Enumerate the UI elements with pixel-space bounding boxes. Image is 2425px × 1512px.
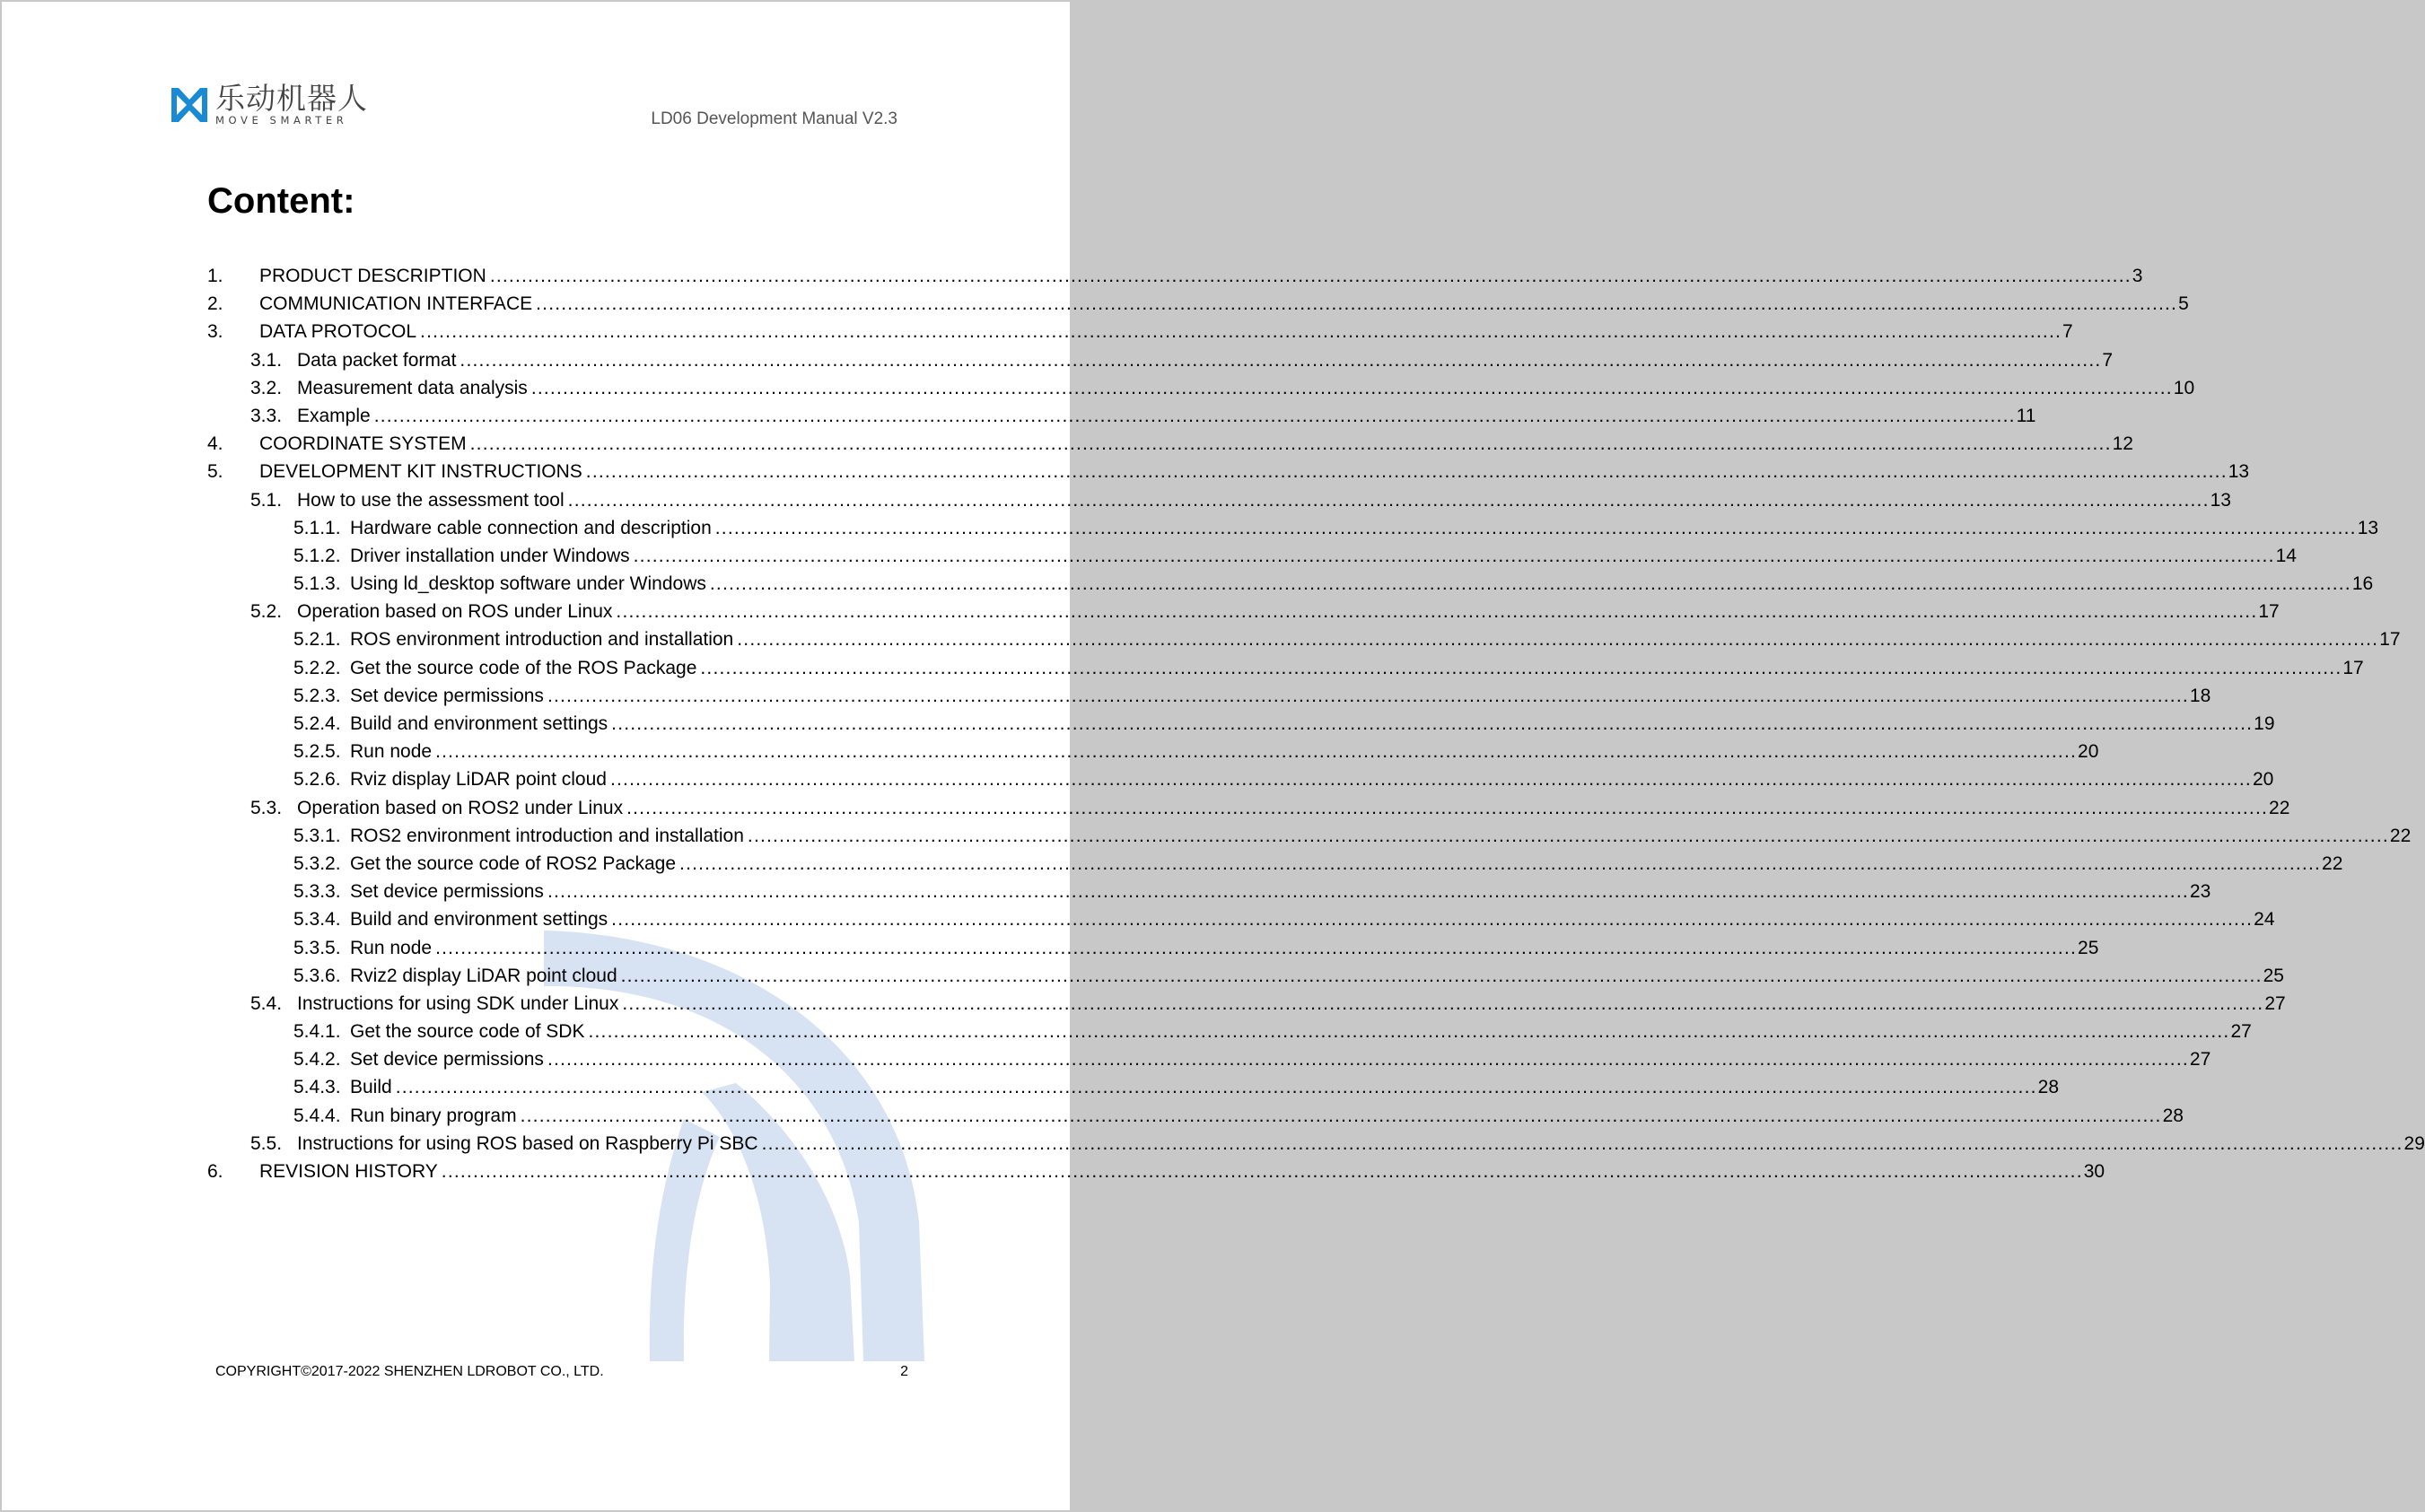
toc-entry[interactable]	[207, 1045, 2211, 1073]
toc-entry[interactable]	[207, 625, 2401, 653]
toc-entry-page: 17	[2379, 629, 2401, 651]
toc-entry[interactable]	[207, 542, 2297, 570]
toc-entry-number: 5.4.	[250, 992, 283, 1014]
toc-dot-leader: ....................................................................................................................................................................................................................................................................	[530, 377, 2173, 398]
toc-entry-page: 13	[2210, 489, 2231, 511]
toc-entry[interactable]	[207, 374, 2195, 402]
toc-entry-title: Run binary program	[350, 1105, 517, 1126]
toc-entry-title: ROS environment introduction and installation	[350, 629, 734, 651]
toc-entry-title: Hardware cable connection and description	[350, 517, 712, 538]
toc-entry-title: DEVELOPMENT KIT INSTRUCTIONS	[259, 461, 582, 483]
toc-entry-page: 25	[2263, 965, 2284, 986]
toc-entry-page: 22	[2269, 797, 2290, 818]
toc-entry-number: 3.	[207, 321, 223, 343]
toc-dot-leader: ....................................................................................................................................................................................................................................................................	[469, 433, 2112, 455]
toc-entry-page: 22	[2389, 825, 2412, 846]
toc-entry-title: Build and environment settings	[350, 909, 608, 931]
toc-entry-title: Run node	[350, 741, 433, 763]
toc-entry-number: 5.3.5.	[293, 937, 341, 958]
toc-entry-page: 28	[2162, 1105, 2184, 1126]
toc-entry-title: COORDINATE SYSTEM	[259, 433, 467, 455]
toc-entry-page: 3	[2132, 266, 2143, 286]
toc-entry[interactable]	[207, 514, 2379, 542]
toc-entry[interactable]	[207, 990, 2286, 1018]
toc-entry[interactable]	[207, 794, 2290, 822]
toc-entry-number: 5.4.2.	[293, 1049, 341, 1071]
contents-heading: Content:	[207, 181, 355, 221]
toc-entry-page: 27	[2230, 1021, 2252, 1043]
toc-entry-title: COMMUNICATION INTERFACE	[259, 293, 533, 315]
toc-entry-page: 18	[2189, 685, 2211, 706]
toc-entry-number: 2.	[207, 293, 223, 315]
company-logo	[169, 83, 368, 126]
toc-entry-page: 16	[2351, 573, 2374, 595]
toc-entry-title: Set device permissions	[350, 881, 544, 903]
toc-entry-number: 5.3.6.	[293, 965, 341, 986]
toc-entry-number: 5.2.2.	[293, 657, 341, 678]
toc-entry-title: Using ld_desktop software under Windows	[350, 573, 706, 595]
toc-entry-title: REVISION HISTORY	[259, 1161, 438, 1182]
toc-entry-number: 5.2.	[250, 601, 283, 623]
toc-entry-title: How to use the assessment tool	[297, 489, 565, 511]
toc-dot-leader: ....................................................................................................................................................................................................................................................................	[547, 1049, 2189, 1071]
toc-entry-page: 13	[2357, 517, 2379, 538]
toc-dot-leader: ....................................................................................................................................................................................................................................................................	[737, 629, 2379, 651]
toc-entry[interactable]	[207, 850, 2343, 878]
toc-entry-page: 17	[2342, 657, 2364, 678]
toc-dot-leader: ....................................................................................................................................................................................................................................................................	[622, 992, 2264, 1014]
toc-entry-title: Instructions for using SDK under Linux	[297, 992, 619, 1014]
toc-entry-page: 25	[2078, 937, 2099, 958]
toc-dot-leader: ....................................................................................................................................................................................................................................................................	[679, 852, 2322, 874]
toc-dot-leader: ....................................................................................................................................................................................................................................................................	[373, 405, 2016, 426]
toc-dot-leader: ....................................................................................................................................................................................................................................................................	[700, 657, 2342, 678]
toc-entry-number: 5.2.1.	[293, 629, 341, 651]
toc-entry-page: 20	[2252, 769, 2274, 791]
toc-entry-page: 14	[2275, 545, 2297, 566]
toc-dot-leader: ....................................................................................................................................................................................................................................................................	[626, 797, 2269, 818]
footer-page-number: 2	[900, 1364, 908, 1379]
toc-dot-leader: ....................................................................................................................................................................................................................................................................	[520, 1105, 2162, 1126]
toc-entry-number: 3.3.	[250, 405, 283, 426]
toc-entry-page: 7	[2102, 349, 2114, 371]
toc-entry-page: 27	[2189, 1049, 2211, 1071]
toc-entry-page: 20	[2078, 741, 2099, 763]
toc-entry-title: Data packet format	[297, 349, 457, 371]
toc-dot-leader: ....................................................................................................................................................................................................................................................................	[633, 545, 2275, 566]
logo-mark-icon	[169, 84, 210, 126]
toc-entry[interactable]	[207, 934, 2099, 962]
toc-entry-title: Instructions for using ROS based on Raspberry Pi SBC	[297, 1132, 758, 1154]
toc-entry-number: 5.1.1.	[293, 517, 341, 538]
toc-entry[interactable]	[207, 290, 2189, 318]
toc-dot-leader: ....................................................................................................................................................................................................................................................................	[714, 517, 2357, 538]
toc-entry[interactable]	[207, 262, 2143, 290]
toc-entry-number: 5.2.5.	[293, 741, 341, 763]
toc-entry-page: 11	[2016, 405, 2036, 426]
toc-entry[interactable]	[207, 962, 2284, 990]
toc-entry[interactable]	[207, 1102, 2184, 1130]
toc-entry-title: ROS2 environment introduction and installation	[350, 825, 744, 846]
toc-entry-page: 17	[2258, 601, 2280, 623]
toc-entry-number: 5.2.3.	[293, 685, 341, 706]
toc-entry-number: 3.2.	[250, 377, 283, 398]
toc-entry-number: 5.3.2.	[293, 852, 341, 874]
toc-entry[interactable]	[207, 710, 2275, 738]
toc-entry[interactable]	[207, 1018, 2252, 1045]
footer-copyright: COPYRIGHT©2017-2022 SHENZHEN LDROBOT CO., LTD.	[215, 1364, 604, 1379]
toc-entry-page: 28	[2037, 1077, 2060, 1098]
toc-dot-leader: ....................................................................................................................................................................................................................................................................	[747, 825, 2389, 846]
toc-entry-title: Build	[350, 1077, 392, 1098]
toc-entry[interactable]	[207, 1073, 2060, 1101]
toc-entry[interactable]	[207, 1158, 2105, 1185]
toc-entry-page: 13	[2228, 461, 2250, 483]
logo-tagline: MOVE SMARTER	[215, 114, 348, 127]
toc-entry[interactable]	[207, 738, 2099, 765]
toc-entry-page: 10	[2173, 377, 2195, 398]
toc-dot-leader: ....................................................................................................................................................................................................................................................................	[395, 1077, 2037, 1098]
toc-entry[interactable]	[207, 318, 2073, 345]
toc-dot-leader: ....................................................................................................................................................................................................................................................................	[616, 601, 2258, 623]
toc-entry[interactable]	[207, 878, 2211, 905]
toc-entry-page: 27	[2264, 992, 2286, 1014]
toc-entry[interactable]	[207, 458, 2250, 485]
toc-entry-number: 5.4.4.	[293, 1105, 341, 1126]
toc-entry-page: 24	[2254, 909, 2275, 931]
toc-dot-leader: ....................................................................................................................................................................................................................................................................	[609, 769, 2252, 791]
toc-entry-title: Get the source code of the ROS Package	[350, 657, 697, 678]
toc-entry-title: Rviz2 display LiDAR point cloud	[350, 965, 617, 986]
toc-dot-leader: ....................................................................................................................................................................................................................................................................	[435, 937, 2078, 958]
toc-entry-number: 5.1.2.	[293, 545, 341, 566]
toc-entry-page: 5	[2178, 293, 2189, 315]
toc-entry-title: PRODUCT DESCRIPTION	[259, 266, 486, 286]
toc-entry-title: Set device permissions	[350, 1049, 544, 1071]
toc-entry-number: 1.	[207, 266, 223, 286]
toc-entry-number: 5.1.3.	[293, 573, 341, 595]
toc-entry-page: 23	[2189, 881, 2211, 903]
document-page	[2, 2, 2425, 1510]
toc-entry-title: Set device permissions	[350, 685, 544, 706]
toc-dot-leader: ....................................................................................................................................................................................................................................................................	[460, 349, 2102, 371]
toc-entry[interactable]	[207, 486, 2231, 514]
toc-entry-page: 19	[2254, 713, 2275, 734]
toc-entry-title: Run node	[350, 937, 433, 958]
toc-entry-title: Example	[297, 405, 371, 426]
toc-dot-leader: ....................................................................................................................................................................................................................................................................	[761, 1132, 2403, 1154]
toc-entry-number: 5.1.	[250, 489, 283, 511]
toc-entry-title: Driver installation under Windows	[350, 545, 630, 566]
logo-chinese-text: 乐动机器人	[215, 81, 368, 116]
toc-entry-title: Operation based on ROS2 under Linux	[297, 797, 624, 818]
toc-entry-page: 29	[2403, 1132, 2425, 1154]
toc-entry-number: 5.2.6.	[293, 769, 341, 791]
toc-entry-title: Operation based on ROS under Linux	[297, 601, 613, 623]
document-title: LD06 Development Manual V2.3	[651, 109, 897, 128]
toc-entry-number: 5.5.	[250, 1132, 283, 1154]
toc-entry[interactable]	[207, 570, 2374, 598]
toc-entry-title: Rviz display LiDAR point cloud	[350, 769, 607, 791]
toc-entry[interactable]	[207, 765, 2274, 793]
toc-entry-title: Get the source code of SDK	[350, 1021, 585, 1043]
toc-dot-leader: ....................................................................................................................................................................................................................................................................	[709, 573, 2351, 595]
toc-entry-number: 4.	[207, 433, 223, 455]
toc-entry-number: 5.	[207, 461, 223, 483]
toc-entry[interactable]	[207, 430, 2133, 458]
toc-entry-number: 3.1.	[250, 349, 283, 371]
toc-entry-page: 7	[2062, 321, 2073, 343]
toc-dot-leader: ....................................................................................................................................................................................................................................................................	[435, 741, 2078, 763]
toc-entry-page: 12	[2112, 433, 2133, 455]
toc-entry[interactable]	[207, 822, 2412, 850]
toc-entry[interactable]	[207, 682, 2211, 710]
toc-entry-title: Get the source code of ROS2 Package	[350, 852, 677, 874]
toc-entry[interactable]	[207, 598, 2280, 625]
toc-entry-number: 5.4.1.	[293, 1021, 341, 1043]
toc-entry-title: DATA PROTOCOL	[259, 321, 417, 343]
toc-dot-leader: ....................................................................................................................................................................................................................................................................	[547, 881, 2189, 903]
toc-dot-leader: ....................................................................................................................................................................................................................................................................	[588, 1021, 2230, 1043]
toc-entry[interactable]	[207, 1130, 2425, 1158]
toc-dot-leader: ....................................................................................................................................................................................................................................................................	[567, 489, 2210, 511]
toc-dot-leader: ....................................................................................................................................................................................................................................................................	[611, 909, 2254, 931]
toc-entry[interactable]	[207, 654, 2364, 682]
toc-dot-leader: ....................................................................................................................................................................................................................................................................	[611, 713, 2254, 734]
toc-entry[interactable]	[207, 402, 2036, 430]
toc-dot-leader: ....................................................................................................................................................................................................................................................................	[489, 266, 2132, 286]
table-of-contents	[207, 262, 2425, 1185]
toc-entry-number: 5.2.4.	[293, 713, 341, 734]
toc-entry-title: Measurement data analysis	[297, 377, 528, 398]
toc-dot-leader: ....................................................................................................................................................................................................................................................................	[547, 685, 2189, 706]
toc-dot-leader: ....................................................................................................................................................................................................................................................................	[441, 1161, 2083, 1182]
toc-entry-page: 30	[2083, 1161, 2105, 1182]
toc-entry-number: 5.3.1.	[293, 825, 341, 846]
toc-dot-leader: ....................................................................................................................................................................................................................................................................	[620, 965, 2263, 986]
toc-entry[interactable]	[207, 346, 2114, 374]
toc-entry[interactable]	[207, 905, 2275, 933]
toc-dot-leader: ....................................................................................................................................................................................................................................................................	[585, 461, 2228, 483]
toc-entry-number: 5.4.3.	[293, 1077, 341, 1098]
toc-dot-leader: ....................................................................................................................................................................................................................................................................	[536, 293, 2178, 315]
toc-entry-number: 6.	[207, 1161, 223, 1182]
toc-entry-number: 5.3.3.	[293, 881, 341, 903]
toc-entry-number: 5.3.	[250, 797, 283, 818]
toc-dot-leader: ....................................................................................................................................................................................................................................................................	[420, 321, 2062, 343]
toc-entry-number: 5.3.4.	[293, 909, 341, 931]
toc-entry-page: 22	[2322, 852, 2343, 874]
toc-entry-title: Build and environment settings	[350, 713, 608, 734]
